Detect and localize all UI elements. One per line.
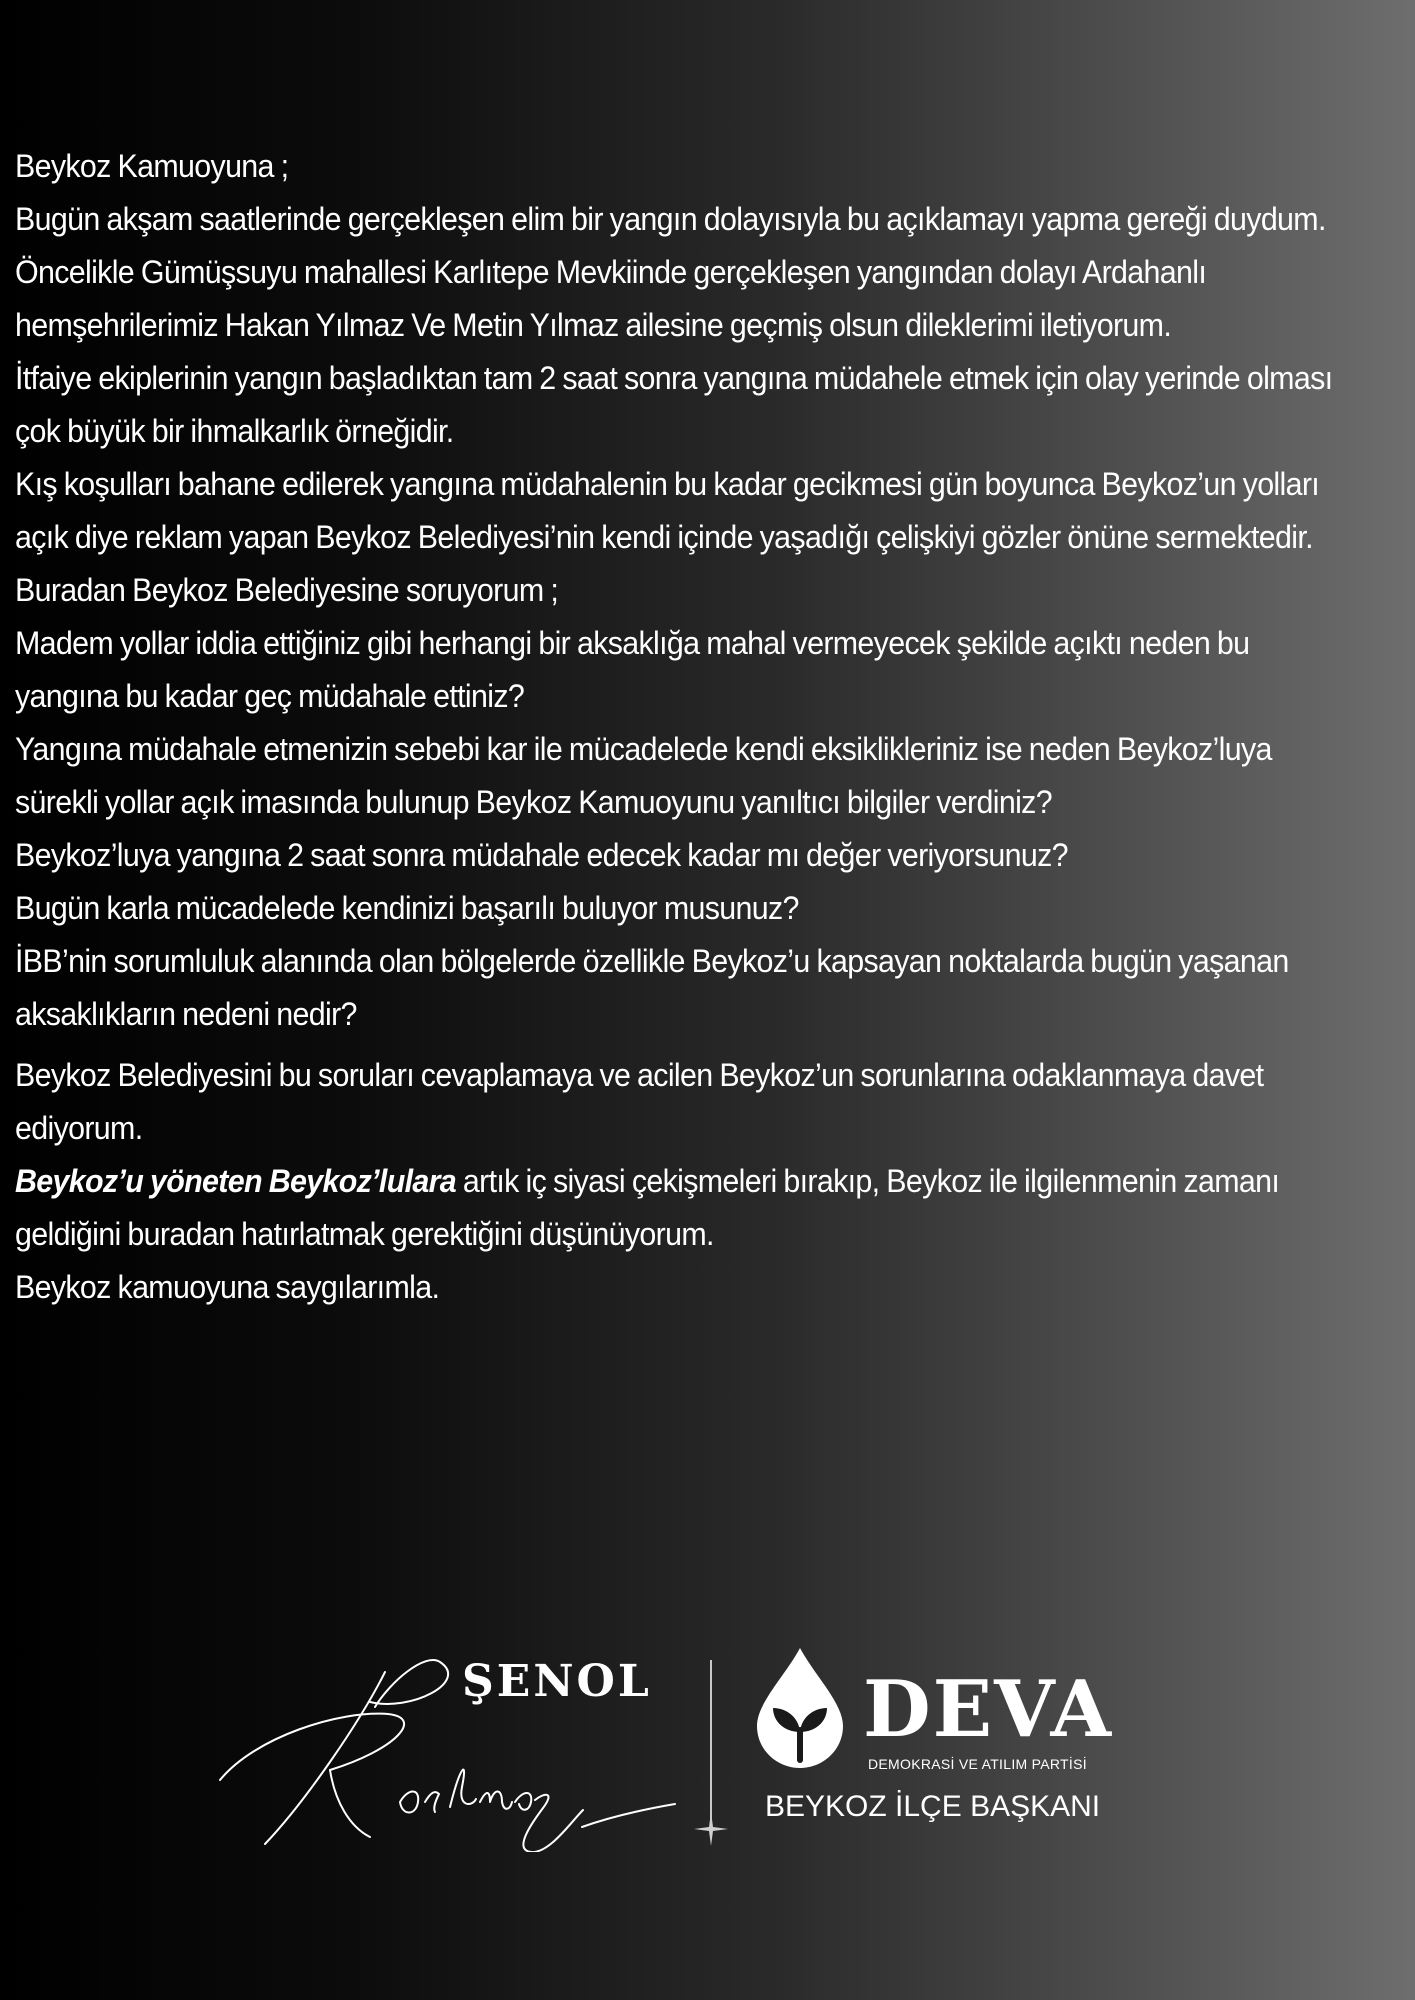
closing-emphasis: Beykoz’u yöneten Beykoz’lulara xyxy=(15,1163,457,1199)
statement-paragraph: Bugün akşam saatlerinde gerçekleşen elim bir yangın dolayısıyla bu açıklamayı yapma gereği duydum. xyxy=(15,201,1326,237)
statement-paragraph: Buradan Beykoz Belediyesine soruyorum ; xyxy=(15,572,559,608)
closing-text: artık iç siyasi çekişmeleri bırakıp, Beykoz ile ilgilenmenin zamanı geldiğini buradan hatırlatmak gerektiğini düşünüyorum. xyxy=(15,1163,1280,1252)
statement-paragraph: Öncelikle Gümüşsuyu mahallesi Karlıtepe Mevkiinde gerçekleşen yangından dolayı Ardahanlı hemşehrilerimiz Hakan Yılmaz Ve Metin Yılmaz ailesine geçmiş olsun dileklerimi iletiyorum. xyxy=(15,254,1207,343)
statement-paragraph: İtfaiye ekiplerinin yangın başladıktan tam 2 saat sonra yangına müdahele etmek için olay yerinde olması çok büyük bir ihmalkarlık örneğidir. xyxy=(15,360,1333,449)
signature-name: ŞENOL xyxy=(462,1656,652,1707)
question-paragraph: Beykoz’luya yangına 2 saat sonra müdahale edecek kadar mı değer veriyorsunuz? xyxy=(15,837,1068,873)
question-paragraph: Yangına müdahale etmenizin sebebi kar ile mücadelede kendi eksiklikleriniz ise neden Beykoz’luya sürekli yollar açık imasında bulunup Beykoz Kamuoyunu yanıltıcı bilgiler verdiniz? xyxy=(15,731,1272,820)
invitation-paragraph: Beykoz Belediyesini bu soruları cevaplamaya ve acilen Beykoz’un sorunlarına odaklanmaya davet ediyorum. xyxy=(15,1057,1264,1146)
drop-with-leaves-icon xyxy=(755,1648,845,1768)
statement-paragraph: Kış koşulları bahane edilerek yangına müdahalenin bu kadar gecikmesi gün boyunca Beykoz’un yolları açık diye reklam yapan Beykoz Belediyesi’nin kendi içinde yaşadığı çelişkiyi gözler önüne sermektedir. xyxy=(15,466,1320,555)
signature-block xyxy=(210,1640,1210,1860)
party-logo-text: DEVA xyxy=(863,1664,1114,1755)
party-full-name: DEMOKRASİ VE ATILIM PARTİSİ xyxy=(868,1756,1087,1772)
sparkle-icon xyxy=(694,1812,728,1846)
question-paragraph: Madem yollar iddia ettiğiniz gibi herhangi bir aksaklığa mahal vermeyecek şekilde açıktı neden bu yangına bu kadar geç müdahale ettiniz? xyxy=(15,625,1250,714)
salutation: Beykoz Kamuoyuna ; xyxy=(15,148,289,184)
statement-body xyxy=(15,140,1410,1314)
question-paragraph: Bugün karla mücadelede kendinizi başarılı buluyor musunuz? xyxy=(15,890,799,926)
sign-off: Beykoz kamuoyuna saygılarımla. xyxy=(15,1269,440,1305)
divider xyxy=(710,1660,712,1830)
closing-paragraph xyxy=(15,1155,1340,1261)
question-paragraph: İBB’nin sorumluluk alanında olan bölgelerde özellikle Beykoz’u kapsayan noktalarda bugün yaşanan aksaklıkların nedeni nedir? xyxy=(15,943,1289,1032)
role-title: BEYKOZ İLÇE BAŞKANI xyxy=(765,1790,1101,1823)
